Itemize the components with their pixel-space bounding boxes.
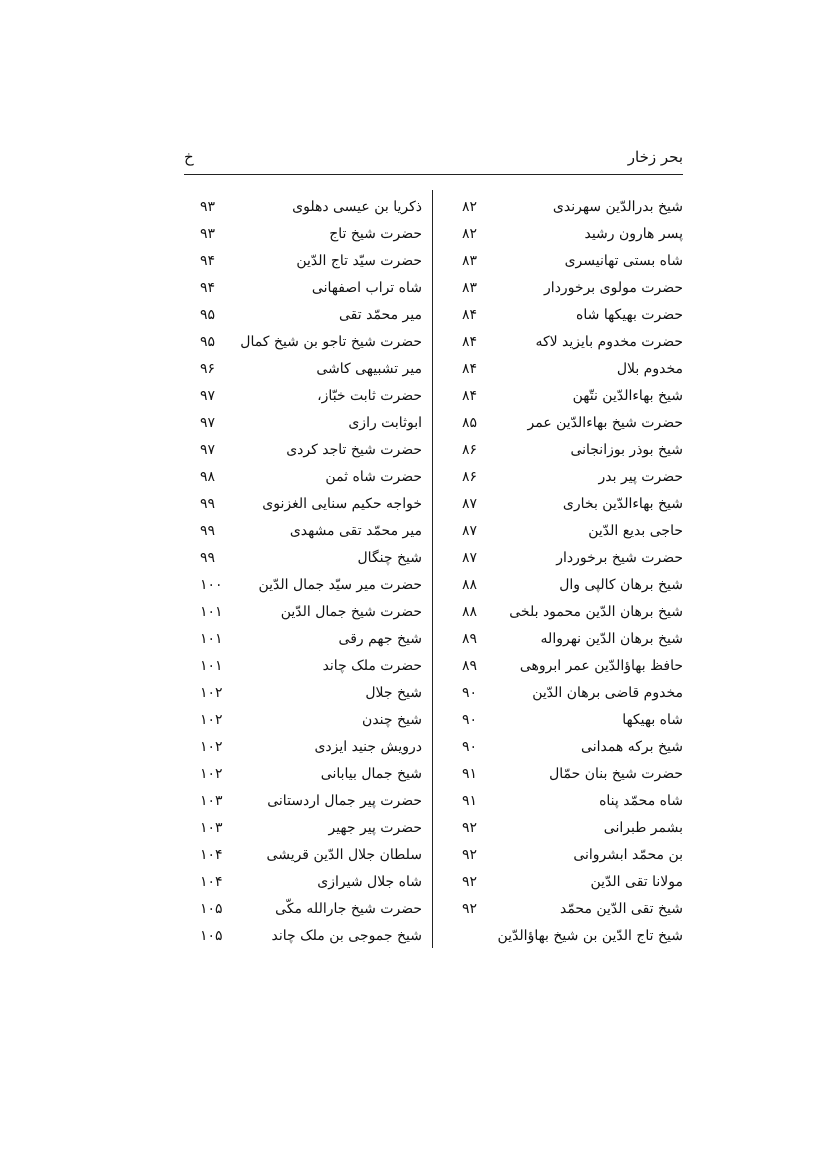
- entry-page-number: ۹۳: [200, 199, 216, 215]
- entry-name: میر تشبیهی کاشی: [316, 361, 422, 377]
- entry-name: شیخ جموجی بن ملک چاند: [271, 928, 422, 944]
- entry-page-number: ۹۶: [200, 361, 216, 377]
- entry-page-number: ۱۰۳: [200, 820, 223, 836]
- entry-page-number: ۹۱: [461, 793, 477, 809]
- entry-name: شاه محمّد پناه: [599, 793, 683, 809]
- toc-entry: [434, 248, 683, 275]
- entry-page-number: ۹۸: [200, 469, 216, 485]
- entry-page-number: ۹۰: [461, 739, 477, 755]
- toc-entry: [434, 869, 683, 896]
- toc-entry: [184, 545, 428, 572]
- entry-name: حضرت شیخ تاجد کردی: [286, 442, 422, 458]
- toc-entry: [434, 275, 683, 302]
- entry-page-number: ۹۹: [200, 523, 216, 539]
- toc-entry: [434, 788, 683, 815]
- entry-page-number: ۸۹: [461, 658, 477, 674]
- toc-entry: [434, 923, 683, 950]
- entry-name: شیخ چنگال: [357, 550, 422, 566]
- entry-page-number: ۱۰۱: [200, 631, 223, 647]
- toc-entry: [434, 356, 683, 383]
- toc-entry: [184, 383, 428, 410]
- entry-name: حضرت شیخ تاج: [329, 226, 422, 242]
- entry-name: حضرت شیخ بهاءالدّین عمر: [527, 415, 683, 431]
- toc-entry: [434, 410, 683, 437]
- entry-page-number: ۸۶: [461, 469, 477, 485]
- toc-entry: [434, 572, 683, 599]
- entry-name: خواجه حکیم سنایی الغزنوی: [262, 496, 422, 512]
- toc-entry: [434, 302, 683, 329]
- entry-page-number: ۱۰۲: [200, 712, 223, 728]
- entry-name: سلطان جلال الدّین قریشی: [266, 847, 422, 863]
- entry-name: مخدوم قاضی برهان الدّین: [532, 685, 683, 701]
- entry-page-number: ۸۲: [461, 199, 477, 215]
- entry-name: شاه تراب اصفهانی: [311, 280, 422, 296]
- entry-name: مولانا تقی الدّین: [590, 874, 683, 890]
- entry-page-number: ۱۰۲: [200, 685, 223, 701]
- toc-entry: [434, 680, 683, 707]
- entry-name: درویش جنید ایزدی: [314, 739, 422, 755]
- entry-name: حضرت مخدوم بایزید لاکه: [535, 334, 683, 350]
- entry-page-number: ۹۷: [200, 442, 216, 458]
- toc-entry: [184, 194, 428, 221]
- entry-name: ذکریا بن عیسی دهلوی: [292, 199, 422, 215]
- entry-name: مخدوم بلال: [616, 361, 683, 377]
- entry-page-number: ۸۷: [461, 496, 477, 512]
- toc-entry: [184, 491, 428, 518]
- toc-entry: [184, 410, 428, 437]
- toc-entry: [434, 707, 683, 734]
- toc-entry: [434, 329, 683, 356]
- entry-name: حضرت شیخ بنان حمّال: [549, 766, 683, 782]
- entry-page-number: ۸۷: [461, 550, 477, 566]
- toc-entry: [184, 923, 428, 950]
- toc-entry: [184, 356, 428, 383]
- entry-page-number: ۱۰۲: [200, 766, 223, 782]
- toc-entry: [184, 518, 428, 545]
- toc-entry: [434, 815, 683, 842]
- entry-page-number: ۸۴: [461, 388, 477, 404]
- toc-entry: [434, 896, 683, 923]
- entry-name: شیخ برهان الدّین محمود بلخی: [509, 604, 683, 620]
- toc-entry: [184, 680, 428, 707]
- entry-name: میر محمّد تقی: [339, 307, 422, 323]
- toc-entry: [184, 842, 428, 869]
- toc-entry: [184, 248, 428, 275]
- entry-page-number: ۸۳: [461, 253, 477, 269]
- entry-page-number: ۱۰۳: [200, 793, 223, 809]
- entry-name: حضرت پیر بدر: [598, 469, 683, 485]
- entry-page-number: ۸۵: [461, 415, 477, 431]
- entry-name: شاه جلال شیرازی: [317, 874, 422, 890]
- entry-name: شیخ بوذر بوزانجانی: [570, 442, 683, 458]
- toc-entry: [434, 653, 683, 680]
- toc-entry: [434, 491, 683, 518]
- entry-page-number: ۹۵: [200, 307, 216, 323]
- toc-entry: [434, 383, 683, 410]
- toc-entry: [434, 518, 683, 545]
- toc-entry: [184, 653, 428, 680]
- page-letter: خ: [184, 148, 194, 166]
- running-title: بحر زخار: [627, 148, 683, 166]
- entry-page-number: ۸۸: [461, 577, 477, 593]
- entry-page-number: ۸۲: [461, 226, 477, 242]
- entry-page-number: ۱۰۱: [200, 604, 223, 620]
- entry-name: شاه بستی تهانیسری: [564, 253, 683, 269]
- toc-entry: [184, 788, 428, 815]
- entry-name: شیخ بهاءالدّین بخاری: [562, 496, 683, 512]
- toc-entry: [434, 842, 683, 869]
- entry-name: شیخ جهم رقی: [338, 631, 422, 647]
- entry-name: حضرت ثابت خبّاز،: [317, 388, 422, 404]
- toc-column-left: [184, 194, 428, 950]
- entry-page-number: ۹۷: [200, 415, 216, 431]
- entry-page-number: ۹۲: [461, 874, 477, 890]
- entry-page-number: ۹۲: [461, 847, 477, 863]
- toc-entry: [434, 761, 683, 788]
- entry-page-number: ۸۶: [461, 442, 477, 458]
- toc-entry: [184, 815, 428, 842]
- entry-page-number: ۹۲: [461, 820, 477, 836]
- entry-name: شیخ برهان کالپی وال: [559, 577, 683, 593]
- entry-page-number: ۸۹: [461, 631, 477, 647]
- page-header: [184, 144, 683, 175]
- entry-page-number: ۸۳: [461, 280, 477, 296]
- entry-name: حضرت شاه ثمن: [325, 469, 422, 485]
- toc-entry: [184, 302, 428, 329]
- entry-page-number: ۱۰۰: [200, 577, 223, 593]
- entry-page-number: ۱۰۴: [200, 847, 223, 863]
- entry-page-number: ۹۱: [461, 766, 477, 782]
- toc-entry: [184, 329, 428, 356]
- entry-page-number: ۹۹: [200, 496, 216, 512]
- entry-name: حضرت پیر جمال اردستانی: [267, 793, 422, 809]
- entry-page-number: ۹۰: [461, 712, 477, 728]
- entry-name: حضرت شیخ تاجو بن شیخ کمال: [240, 334, 422, 350]
- entry-name: بشمر طبرانی: [603, 820, 683, 836]
- toc-entry: [184, 221, 428, 248]
- entry-page-number: ۱۰۴: [200, 874, 223, 890]
- entry-name: پسر هارون رشید: [584, 226, 683, 242]
- entry-name: شیخ برکه همدانی: [581, 739, 683, 755]
- entry-page-number: ۱۰۵: [200, 901, 223, 917]
- entry-name: شیخ بهاءالدّین نتّهن: [572, 388, 683, 404]
- toc-entry: [434, 599, 683, 626]
- entry-page-number: ۹۵: [200, 334, 216, 350]
- entry-page-number: ۹۹: [200, 550, 216, 566]
- toc-entry: [434, 626, 683, 653]
- column-divider: [432, 190, 433, 948]
- entry-page-number: ۸۴: [461, 307, 477, 323]
- entry-name: حضرت بهیکها شاه: [576, 307, 683, 323]
- toc-entry: [184, 275, 428, 302]
- entry-name: حضرت ملک چاند: [322, 658, 422, 674]
- entry-name: ابوثابت رازی: [348, 415, 422, 431]
- entry-page-number: ۹۴: [200, 253, 216, 269]
- toc-entry: [184, 761, 428, 788]
- toc-entry: [184, 464, 428, 491]
- entry-page-number: ۹۳: [200, 226, 216, 242]
- entry-name: بن محمّد ابشروانی: [573, 847, 683, 863]
- entry-name: حضرت سیّد تاج الدّین: [296, 253, 422, 269]
- toc-entry: [184, 869, 428, 896]
- toc-entry: [184, 734, 428, 761]
- toc-entry: [184, 599, 428, 626]
- entry-name: شاه بهیکها: [622, 712, 683, 728]
- entry-page-number: ۹۴: [200, 280, 216, 296]
- entry-page-number: ۱۰۵: [200, 928, 223, 944]
- toc-entry: [184, 707, 428, 734]
- entry-name: شیخ بدرالدّین سهرندی: [552, 199, 683, 215]
- entry-name: شیخ تاج الدّین بن شیخ بهاؤالدّین: [497, 928, 683, 944]
- entry-name: حضرت میر سیّد جمال الدّین: [258, 577, 422, 593]
- toc-entry: [184, 626, 428, 653]
- entry-page-number: ۸۴: [461, 334, 477, 350]
- toc-column-right: [434, 194, 683, 950]
- entry-page-number: ۸۸: [461, 604, 477, 620]
- entry-name: حافظ بهاؤالدّین عمر ابروهی: [519, 658, 683, 674]
- entry-page-number: ۸۴: [461, 361, 477, 377]
- entry-name: حاجی بدیع الدّین: [588, 523, 683, 539]
- toc-entry: [434, 194, 683, 221]
- entry-name: حضرت پیر جهیر: [328, 820, 422, 836]
- entry-page-number: ۹۲: [461, 901, 477, 917]
- toc-entry: [184, 437, 428, 464]
- entry-name: شیخ برهان الدّین نهرواله: [540, 631, 683, 647]
- toc-entry: [434, 464, 683, 491]
- toc-entry: [184, 896, 428, 923]
- toc-entry: [434, 437, 683, 464]
- toc-entry: [434, 545, 683, 572]
- entry-name: میر محمّد تقی مشهدی: [289, 523, 422, 539]
- entry-page-number: ۱۰۱: [200, 658, 223, 674]
- entry-name: شیخ تقی الدّین محمّد: [559, 901, 683, 917]
- toc-entry: [434, 734, 683, 761]
- entry-name: شیخ جمال بیابانی: [320, 766, 422, 782]
- toc-entry: [184, 572, 428, 599]
- entry-name: حضرت شیخ جمال الدّین: [280, 604, 422, 620]
- entry-name: حضرت مولوی برخوردار: [544, 280, 683, 296]
- entry-page-number: ۹۰: [461, 685, 477, 701]
- entry-name: حضرت شیخ برخوردار: [556, 550, 683, 566]
- entry-name: حضرت شیخ جارالله مکّی: [275, 901, 422, 917]
- entry-page-number: ۱۰۲: [200, 739, 223, 755]
- entry-page-number: ۹۷: [200, 388, 216, 404]
- entry-name: شیخ چندن: [362, 712, 422, 728]
- entry-name: شیخ جلال: [365, 685, 422, 701]
- entry-page-number: ۸۷: [461, 523, 477, 539]
- toc-entry: [434, 221, 683, 248]
